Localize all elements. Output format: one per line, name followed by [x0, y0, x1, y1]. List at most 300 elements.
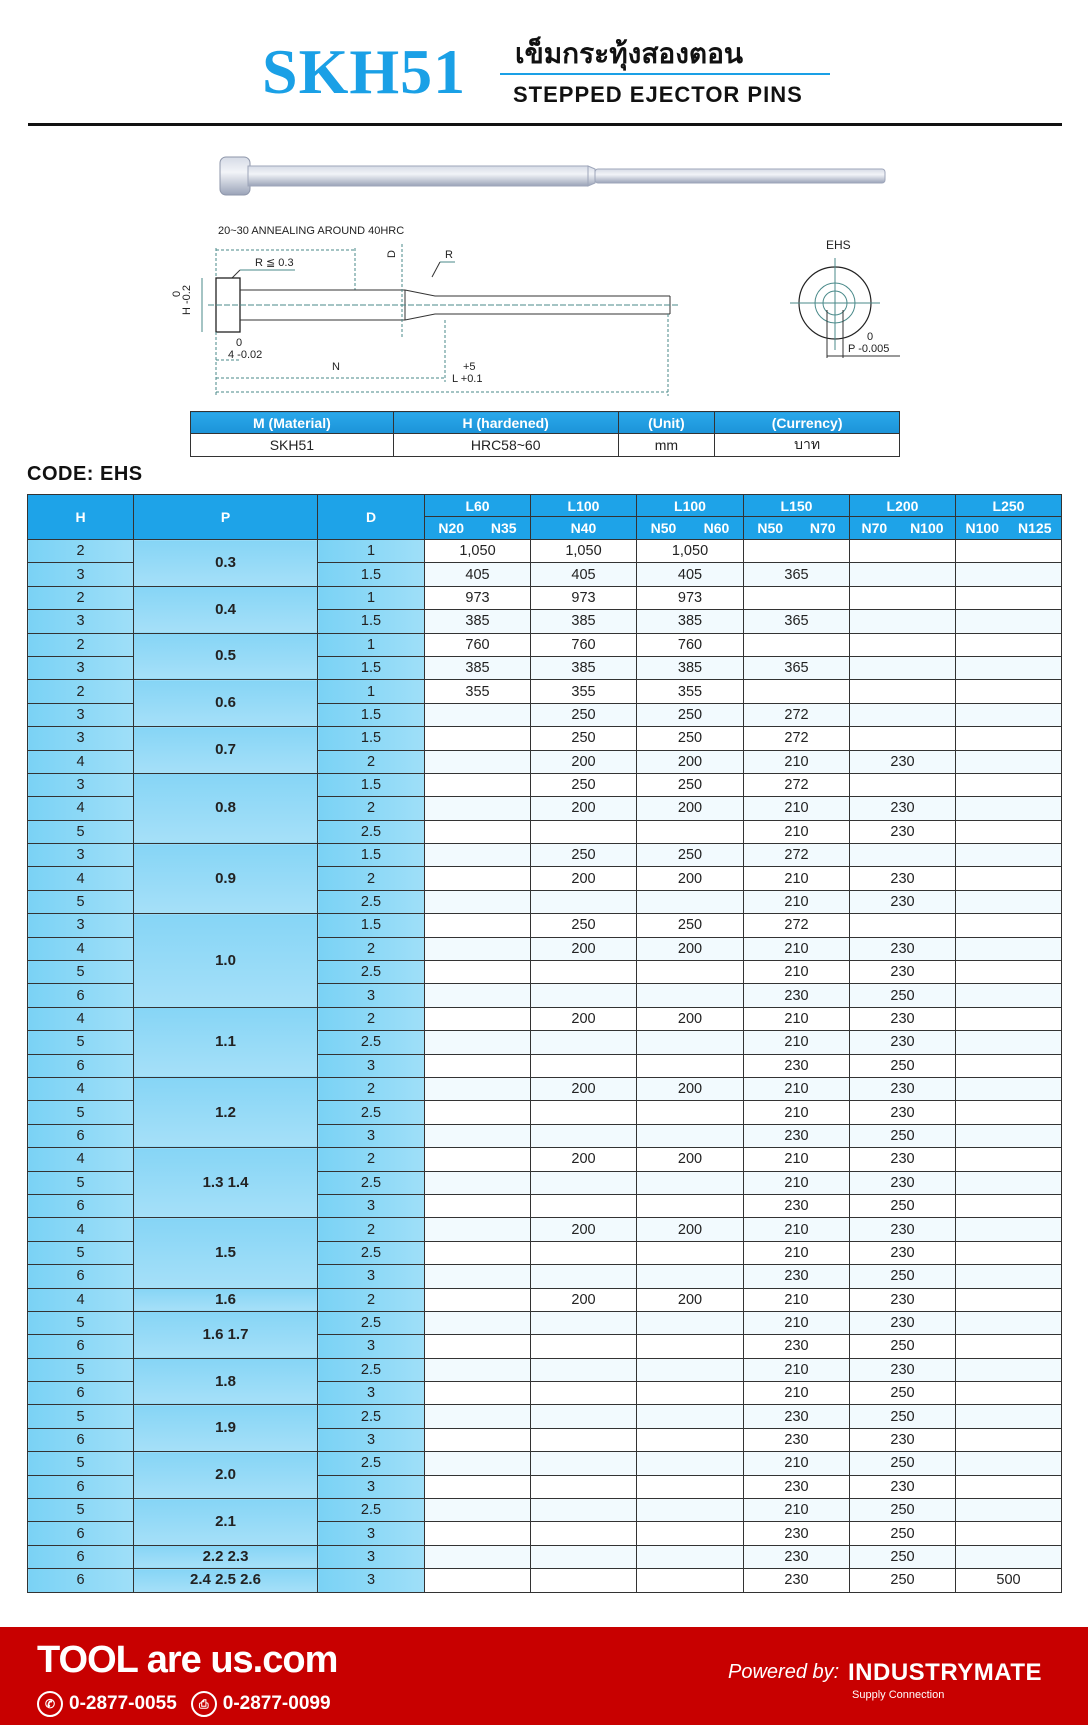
price-cell — [531, 1545, 637, 1568]
n-subheader — [956, 517, 1062, 540]
price-cell — [425, 1148, 531, 1171]
price-cell: 230 — [744, 1545, 850, 1568]
price-cell — [850, 540, 956, 563]
price-cell: 973 — [637, 586, 744, 609]
h-cell: 3 — [28, 563, 134, 586]
d-cell: 2.5 — [318, 961, 425, 984]
d-cell: 2.5 — [318, 1405, 425, 1428]
price-cell: 355 — [425, 680, 531, 703]
price-cell: 210 — [744, 1101, 850, 1124]
price-cell — [850, 656, 956, 679]
h-cell: 5 — [28, 1499, 134, 1522]
price-cell — [956, 844, 1062, 867]
price-cell — [425, 797, 531, 820]
d-cell: 3 — [318, 1428, 425, 1451]
price-cell: 250 — [850, 984, 956, 1007]
price-cell: 1,050 — [425, 540, 531, 563]
h-cell: 6 — [28, 1522, 134, 1545]
n-value: N70 — [809, 520, 836, 536]
n-value: N125 — [1018, 520, 1052, 536]
h-cell: 5 — [28, 890, 134, 913]
h-cell: 5 — [28, 961, 134, 984]
price-cell — [956, 1007, 1062, 1030]
price-cell: 200 — [637, 1007, 744, 1030]
price-cell: 230 — [850, 1171, 956, 1194]
price-cell — [850, 633, 956, 656]
d-cell: 2 — [318, 1218, 425, 1241]
price-cell: 210 — [744, 1007, 850, 1030]
price-cell — [956, 1475, 1062, 1498]
price-cell: 210 — [744, 750, 850, 773]
n-subheader — [425, 517, 531, 540]
price-cell — [744, 633, 850, 656]
price-cell: 760 — [531, 633, 637, 656]
price-cell: 200 — [531, 1148, 637, 1171]
price-cell — [425, 1031, 531, 1054]
material-header: M (Material) — [191, 412, 394, 434]
price-cell: 385 — [637, 656, 744, 679]
table-row — [28, 633, 1062, 656]
price-cell: 230 — [744, 984, 850, 1007]
l-tolerance-label: L +0.1 — [452, 373, 483, 385]
d-cell: 2.5 — [318, 1171, 425, 1194]
price-cell — [956, 1124, 1062, 1147]
price-cell: 230 — [850, 890, 956, 913]
h-cell: 4 — [28, 797, 134, 820]
price-cell: 210 — [744, 1077, 850, 1100]
table-row — [28, 914, 1062, 937]
length-header: L200 — [850, 495, 956, 517]
price-cell — [531, 961, 637, 984]
price-cell — [425, 844, 531, 867]
price-cell — [956, 1101, 1062, 1124]
price-cell — [956, 1148, 1062, 1171]
price-cell — [425, 1475, 531, 1498]
table-row — [28, 1499, 1062, 1522]
n-value: N35 — [490, 520, 517, 536]
site-brand-link[interactable]: TOOL are us.com — [37, 1639, 338, 1681]
product-code-title: SKH51 — [262, 36, 467, 107]
price-cell — [425, 1101, 531, 1124]
table-row — [28, 586, 1062, 609]
price-cell — [531, 1522, 637, 1545]
h-cell: 3 — [28, 656, 134, 679]
h-cell: 2 — [28, 680, 134, 703]
p-cell: 1.0 — [134, 914, 318, 1008]
d-cell: 2 — [318, 1077, 425, 1100]
price-cell: 250 — [637, 914, 744, 937]
currency-value: บาท — [715, 434, 900, 457]
phone-number[interactable]: 0-2877-0055 — [69, 1693, 177, 1714]
price-cell — [956, 890, 1062, 913]
price-cell — [425, 1545, 531, 1568]
price-cell — [956, 1171, 1062, 1194]
length-header: L150 — [744, 495, 850, 517]
material-value: SKH51 — [191, 434, 394, 457]
price-cell — [956, 773, 1062, 796]
price-cell: 230 — [850, 1288, 956, 1311]
d-cell: 3 — [318, 1265, 425, 1288]
p-cell: 1.6 1.7 — [134, 1311, 318, 1358]
p-cell: 0.5 — [134, 633, 318, 680]
price-cell: 250 — [531, 727, 637, 750]
price-cell — [956, 914, 1062, 937]
table-row — [28, 1288, 1062, 1311]
price-cell: 200 — [637, 1077, 744, 1100]
hardness-header: H (hardened) — [393, 412, 618, 434]
price-cell — [637, 820, 744, 843]
h-cell: 4 — [28, 867, 134, 890]
d-cell: 1.5 — [318, 844, 425, 867]
price-cell: 210 — [744, 1452, 850, 1475]
price-cell — [637, 1265, 744, 1288]
d-cell: 2 — [318, 1148, 425, 1171]
price-cell: 200 — [531, 797, 637, 820]
table-row — [28, 1077, 1062, 1100]
h-cell: 3 — [28, 844, 134, 867]
price-cell — [531, 1452, 637, 1475]
price-cell — [425, 1218, 531, 1241]
price-cell: 210 — [744, 797, 850, 820]
table-row — [28, 1569, 1062, 1592]
price-cell — [637, 1124, 744, 1147]
price-cell: 210 — [744, 867, 850, 890]
price-cell — [531, 1569, 637, 1592]
price-cell: 365 — [744, 610, 850, 633]
table-row — [28, 540, 1062, 563]
price-cell — [425, 1358, 531, 1381]
price-cell: 200 — [531, 750, 637, 773]
price-cell — [956, 703, 1062, 726]
price-cell — [637, 1382, 744, 1405]
price-cell: 1,050 — [637, 540, 744, 563]
pin-dimension-diagram — [150, 220, 710, 400]
price-cell: 405 — [531, 563, 637, 586]
d-cell: 2.5 — [318, 1101, 425, 1124]
price-cell: 250 — [850, 1335, 956, 1358]
price-cell — [531, 890, 637, 913]
table-row — [28, 773, 1062, 796]
price-cell: 200 — [531, 867, 637, 890]
price-cell — [850, 610, 956, 633]
price-cell: 272 — [744, 773, 850, 796]
h-cell: 6 — [28, 1382, 134, 1405]
price-cell: 230 — [744, 1054, 850, 1077]
price-cell — [531, 984, 637, 1007]
head-tolerance-label: 4 -0.02 — [228, 349, 263, 361]
price-cell — [956, 1218, 1062, 1241]
h-tolerance-top: 0 — [171, 290, 183, 297]
p-tolerance-top: 0 — [867, 331, 874, 343]
d-cell: 2.5 — [318, 1031, 425, 1054]
price-cell: 365 — [744, 563, 850, 586]
h-cell: 3 — [28, 727, 134, 750]
price-cell: 230 — [850, 1241, 956, 1264]
price-cell — [425, 867, 531, 890]
price-cell — [425, 1499, 531, 1522]
price-cell — [956, 633, 1062, 656]
price-cell: 200 — [531, 937, 637, 960]
n-value: N50 — [757, 520, 784, 536]
price-cell: 230 — [744, 1335, 850, 1358]
price-cell — [425, 1124, 531, 1147]
h-cell: 6 — [28, 1265, 134, 1288]
d-cell: 1.5 — [318, 656, 425, 679]
price-cell: 385 — [425, 610, 531, 633]
unit-value: mm — [618, 434, 715, 457]
price-cell — [850, 914, 956, 937]
price-cell: 405 — [425, 563, 531, 586]
ehs-view-label: EHS — [826, 238, 851, 252]
ejector-pin-photo — [215, 155, 890, 200]
d-cell: 1 — [318, 540, 425, 563]
price-cell: 200 — [637, 1218, 744, 1241]
fax-number[interactable]: 0-2877-0099 — [222, 1693, 331, 1714]
p-cell: 1.3 1.4 — [134, 1148, 318, 1218]
h-cell: 4 — [28, 1218, 134, 1241]
column-header-p: P — [134, 495, 318, 540]
price-cell — [425, 1077, 531, 1100]
price-cell: 200 — [637, 1148, 744, 1171]
price-cell: 1,050 — [531, 540, 637, 563]
price-cell: 385 — [637, 610, 744, 633]
h-cell: 3 — [28, 610, 134, 633]
price-cell — [956, 1358, 1062, 1381]
price-cell — [425, 727, 531, 750]
partner-logo[interactable]: INDUSTRYMATE — [848, 1659, 1042, 1686]
currency-header: (Currency) — [715, 412, 900, 434]
price-cell: 250 — [637, 703, 744, 726]
price-cell — [850, 773, 956, 796]
price-cell: 200 — [637, 867, 744, 890]
price-cell: 230 — [850, 1148, 956, 1171]
price-cell — [425, 1382, 531, 1405]
price-cell — [956, 1452, 1062, 1475]
price-cell — [637, 1241, 744, 1264]
price-cell: 210 — [744, 820, 850, 843]
h-cell: 5 — [28, 1358, 134, 1381]
n-value: N60 — [703, 520, 730, 536]
price-cell — [637, 1171, 744, 1194]
ehs-end-view-diagram — [790, 258, 900, 378]
d-cell: 3 — [318, 1335, 425, 1358]
d-cell: 3 — [318, 1124, 425, 1147]
price-cell: 210 — [744, 1148, 850, 1171]
price-cell: 250 — [531, 773, 637, 796]
price-cell — [637, 984, 744, 1007]
english-title: STEPPED EJECTOR PINS — [513, 82, 803, 107]
price-cell — [744, 540, 850, 563]
unit-header: (Unit) — [618, 412, 715, 434]
price-cell — [637, 1358, 744, 1381]
price-cell: 230 — [850, 820, 956, 843]
n-subheader — [531, 517, 637, 540]
price-cell: 250 — [850, 1452, 956, 1475]
price-cell — [956, 540, 1062, 563]
price-cell: 200 — [531, 1077, 637, 1100]
price-cell — [637, 1311, 744, 1334]
h-cell: 6 — [28, 1428, 134, 1451]
price-cell: 272 — [744, 914, 850, 937]
price-cell — [531, 1101, 637, 1124]
p-cell: 0.7 — [134, 727, 318, 774]
h-cell: 4 — [28, 1288, 134, 1311]
price-cell — [531, 1194, 637, 1217]
p-cell: 0.8 — [134, 773, 318, 843]
price-cell — [956, 727, 1062, 750]
price-cell — [956, 797, 1062, 820]
n-value: N100 — [910, 520, 944, 536]
price-cell: 210 — [744, 937, 850, 960]
d-cell: 1.5 — [318, 563, 425, 586]
price-cell — [956, 820, 1062, 843]
title-underline — [500, 73, 830, 75]
contact-numbers — [37, 1691, 331, 1717]
price-cell — [956, 1499, 1062, 1522]
price-cell — [637, 1522, 744, 1545]
price-cell — [531, 1382, 637, 1405]
price-cell: 200 — [637, 1288, 744, 1311]
length-header: L100 — [531, 495, 637, 517]
d-cell: 1 — [318, 633, 425, 656]
footer-banner — [0, 1627, 1088, 1725]
price-cell: 230 — [850, 1101, 956, 1124]
p-cell: 0.4 — [134, 586, 318, 633]
price-cell — [637, 1405, 744, 1428]
price-cell — [637, 1335, 744, 1358]
price-cell: 272 — [744, 727, 850, 750]
price-cell — [637, 1428, 744, 1451]
n-value: N20 — [438, 520, 465, 536]
price-cell: 230 — [744, 1124, 850, 1147]
price-cell: 272 — [744, 844, 850, 867]
n-value: N100 — [965, 520, 999, 536]
price-cell — [850, 844, 956, 867]
price-cell — [956, 750, 1062, 773]
price-cell — [956, 1545, 1062, 1568]
price-cell: 200 — [531, 1288, 637, 1311]
length-header: L100 — [637, 495, 744, 517]
thai-title: เข็มกระทุ้งสองตอน — [515, 38, 744, 69]
price-cell — [637, 1569, 744, 1592]
powered-by-label: Powered by: — [728, 1661, 840, 1683]
price-cell: 230 — [744, 1569, 850, 1592]
price-cell — [425, 984, 531, 1007]
price-cell — [956, 984, 1062, 1007]
price-cell — [637, 1054, 744, 1077]
d-cell: 3 — [318, 1569, 425, 1592]
price-cell — [637, 1194, 744, 1217]
price-cell — [637, 1545, 744, 1568]
price-cell — [956, 610, 1062, 633]
p-cell: 1.2 — [134, 1077, 318, 1147]
table-row — [28, 1405, 1062, 1428]
table-row — [28, 1311, 1062, 1334]
d-cell: 2 — [318, 797, 425, 820]
price-cell — [531, 1428, 637, 1451]
hardness-value: HRC58~60 — [393, 434, 618, 457]
h-cell: 5 — [28, 1031, 134, 1054]
p-cell: 0.3 — [134, 540, 318, 587]
h-cell: 4 — [28, 750, 134, 773]
h-cell: 6 — [28, 1545, 134, 1568]
price-cell: 272 — [744, 703, 850, 726]
price-cell: 200 — [637, 750, 744, 773]
partner-tagline: Supply Connection — [852, 1689, 945, 1701]
d-cell: 3 — [318, 1054, 425, 1077]
price-cell: 250 — [637, 773, 744, 796]
price-cell — [956, 1428, 1062, 1451]
table-row — [28, 727, 1062, 750]
d-cell: 2.5 — [318, 1241, 425, 1264]
price-cell: 250 — [850, 1545, 956, 1568]
price-cell — [425, 1335, 531, 1358]
price-cell: 230 — [744, 1405, 850, 1428]
price-cell — [956, 680, 1062, 703]
h-cell: 5 — [28, 1171, 134, 1194]
price-cell: 250 — [531, 914, 637, 937]
price-cell — [956, 1382, 1062, 1405]
n-value: N40 — [570, 520, 597, 536]
price-cell — [531, 1499, 637, 1522]
d-cell: 1.5 — [318, 914, 425, 937]
head-radius-label: R ≦ 0.3 — [255, 257, 294, 269]
price-cell — [956, 586, 1062, 609]
price-cell — [850, 703, 956, 726]
price-cell — [956, 1405, 1062, 1428]
d-cell: 3 — [318, 1475, 425, 1498]
price-cell: 230 — [744, 1522, 850, 1545]
price-cell: 760 — [425, 633, 531, 656]
price-cell: 230 — [850, 961, 956, 984]
price-cell: 250 — [850, 1499, 956, 1522]
price-cell: 210 — [744, 1241, 850, 1264]
price-cell: 230 — [850, 1218, 956, 1241]
p-cell: 1.5 — [134, 1218, 318, 1288]
d-cell: 3 — [318, 1545, 425, 1568]
price-cell: 250 — [850, 1194, 956, 1217]
h-cell: 6 — [28, 1475, 134, 1498]
n-subheader — [637, 517, 744, 540]
price-cell — [425, 1569, 531, 1592]
h-tolerance-label: H -0.2 — [181, 285, 193, 315]
price-cell: 230 — [850, 937, 956, 960]
price-cell — [744, 680, 850, 703]
price-cell — [425, 1054, 531, 1077]
p-cell: 2.4 2.5 2.6 — [134, 1569, 318, 1592]
price-cell: 210 — [744, 1171, 850, 1194]
h-cell: 5 — [28, 1101, 134, 1124]
price-cell: 250 — [850, 1569, 956, 1592]
d-label: D — [386, 250, 398, 258]
d-cell: 2 — [318, 937, 425, 960]
p-cell: 1.8 — [134, 1358, 318, 1405]
p-cell: 1.9 — [134, 1405, 318, 1452]
step-radius-label: R — [445, 249, 453, 261]
h-cell: 6 — [28, 984, 134, 1007]
price-cell — [637, 890, 744, 913]
price-cell — [956, 1077, 1062, 1100]
price-cell — [531, 1031, 637, 1054]
d-cell: 2 — [318, 867, 425, 890]
price-cell: 250 — [850, 1124, 956, 1147]
price-cell — [956, 937, 1062, 960]
price-cell — [425, 1241, 531, 1264]
d-cell: 1.5 — [318, 727, 425, 750]
h-cell: 5 — [28, 1452, 134, 1475]
length-header: L60 — [425, 495, 531, 517]
length-header: L250 — [956, 495, 1062, 517]
